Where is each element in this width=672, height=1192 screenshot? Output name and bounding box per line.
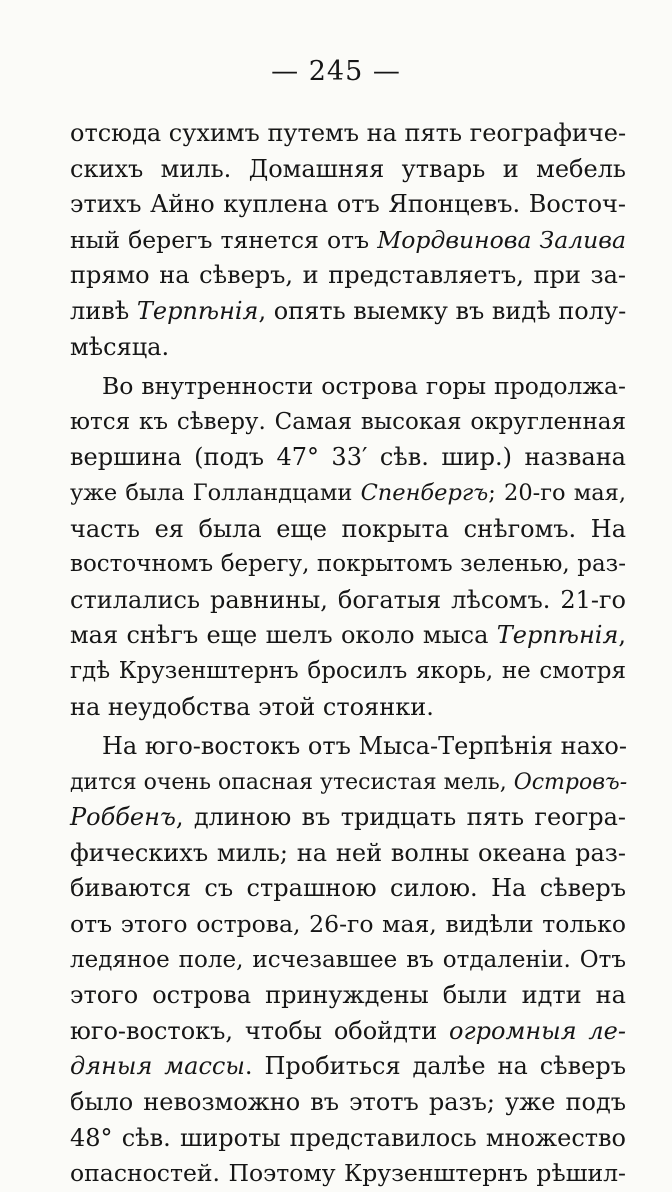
- italic-phrase: огромныя ле-: [449, 1016, 626, 1045]
- italic-place-name: Мордвинова Залива: [377, 225, 626, 254]
- text-line: вершина (подъ 47° 33′ сѣв. шир.) названа: [70, 443, 626, 472]
- text-line: 48° сѣв. широты представилось множество: [70, 1123, 626, 1152]
- text-line: этихъ Айно куплена отъ Японцевъ. Восточ-: [70, 190, 626, 219]
- text-line: на неудобства этой стоянки.: [70, 692, 434, 721]
- page-number: — 245 —: [271, 56, 401, 87]
- text-line: отъ этого острова, 26-го мая, видѣли только: [70, 910, 626, 939]
- paragraph-3: [70, 729, 626, 1192]
- text-line: скихъ миль. Домашняя утварь и мебель: [70, 154, 626, 183]
- text-line: прямо на сѣверъ, и представляетъ, при за-: [70, 261, 626, 290]
- text-line: мая снѣгъ еще шелъ около мыса Терпѣнія,: [70, 621, 626, 650]
- text-line: ледяное поле, исчезавшее въ отдаленіи. Отъ: [70, 946, 626, 973]
- body-text: [70, 116, 626, 1192]
- text-line: юго-востокъ, чтобы обойдти огромныя ле-: [70, 1016, 626, 1045]
- italic-place-name: Роббенъ: [70, 803, 176, 832]
- paragraph-2: [70, 369, 626, 725]
- text-line: стилались равнины, богатыя лѣсомъ. 21-го: [70, 585, 626, 614]
- paragraph-1: [70, 116, 626, 365]
- italic-place-name: Спенбергъ: [360, 479, 489, 506]
- text-line: гдѣ Крузенштернъ бросилъ якорь, не смотря: [70, 657, 626, 684]
- text-line: уже была Голландцами Спенбергъ; 20-го мая,: [70, 479, 627, 506]
- text-line: На юго-востокъ отъ Мыса-Терпѣнія нахо-: [102, 732, 627, 761]
- text-line: опасностей. Поэтому Крузенштернъ рѣшил-: [70, 1159, 626, 1188]
- italic-place-name: Терпѣнія: [136, 296, 259, 325]
- text-line: было невозможно въ этотъ разъ; уже подъ: [70, 1088, 626, 1117]
- text-line: отсюда сухимъ путемъ на пять географиче-: [70, 119, 627, 147]
- text-line: мѣсяца.: [70, 332, 170, 361]
- text-line: часть ея была еще покрыта снѣгомъ. На: [70, 514, 626, 543]
- text-line: Во внутренности острова горы продолжа-: [102, 372, 626, 401]
- text-line: биваются съ страшною силою. На сѣверъ: [70, 874, 626, 903]
- text-line: фическихъ миль; на ней волны океана раз-: [70, 838, 626, 867]
- italic-place-name: Терпѣнія: [496, 621, 619, 650]
- italic-place-name: Островъ-: [513, 769, 628, 795]
- text-line: ются къ сѣверу. Самая высокая округленная: [70, 408, 626, 435]
- text-line: этого острова принуждены были идти на: [70, 981, 626, 1010]
- text-line: Роббенъ, длиною въ тридцать пять геогра-: [70, 803, 626, 832]
- text-line: дится очень опасная утесистая мель, Островъ-: [70, 769, 628, 795]
- text-line: ный берегъ тянется отъ Мордвинова Залива: [70, 225, 626, 254]
- text-line: ливѣ Терпѣнія, опять выемку въ видѣ полу-: [70, 296, 627, 325]
- text-line: дяныя массы. Пробиться далѣе на сѣверъ: [70, 1052, 626, 1081]
- text-line: восточномъ берегу, покрытомъ зеленью, раз-: [70, 551, 626, 578]
- italic-phrase: дяныя массы: [70, 1052, 245, 1081]
